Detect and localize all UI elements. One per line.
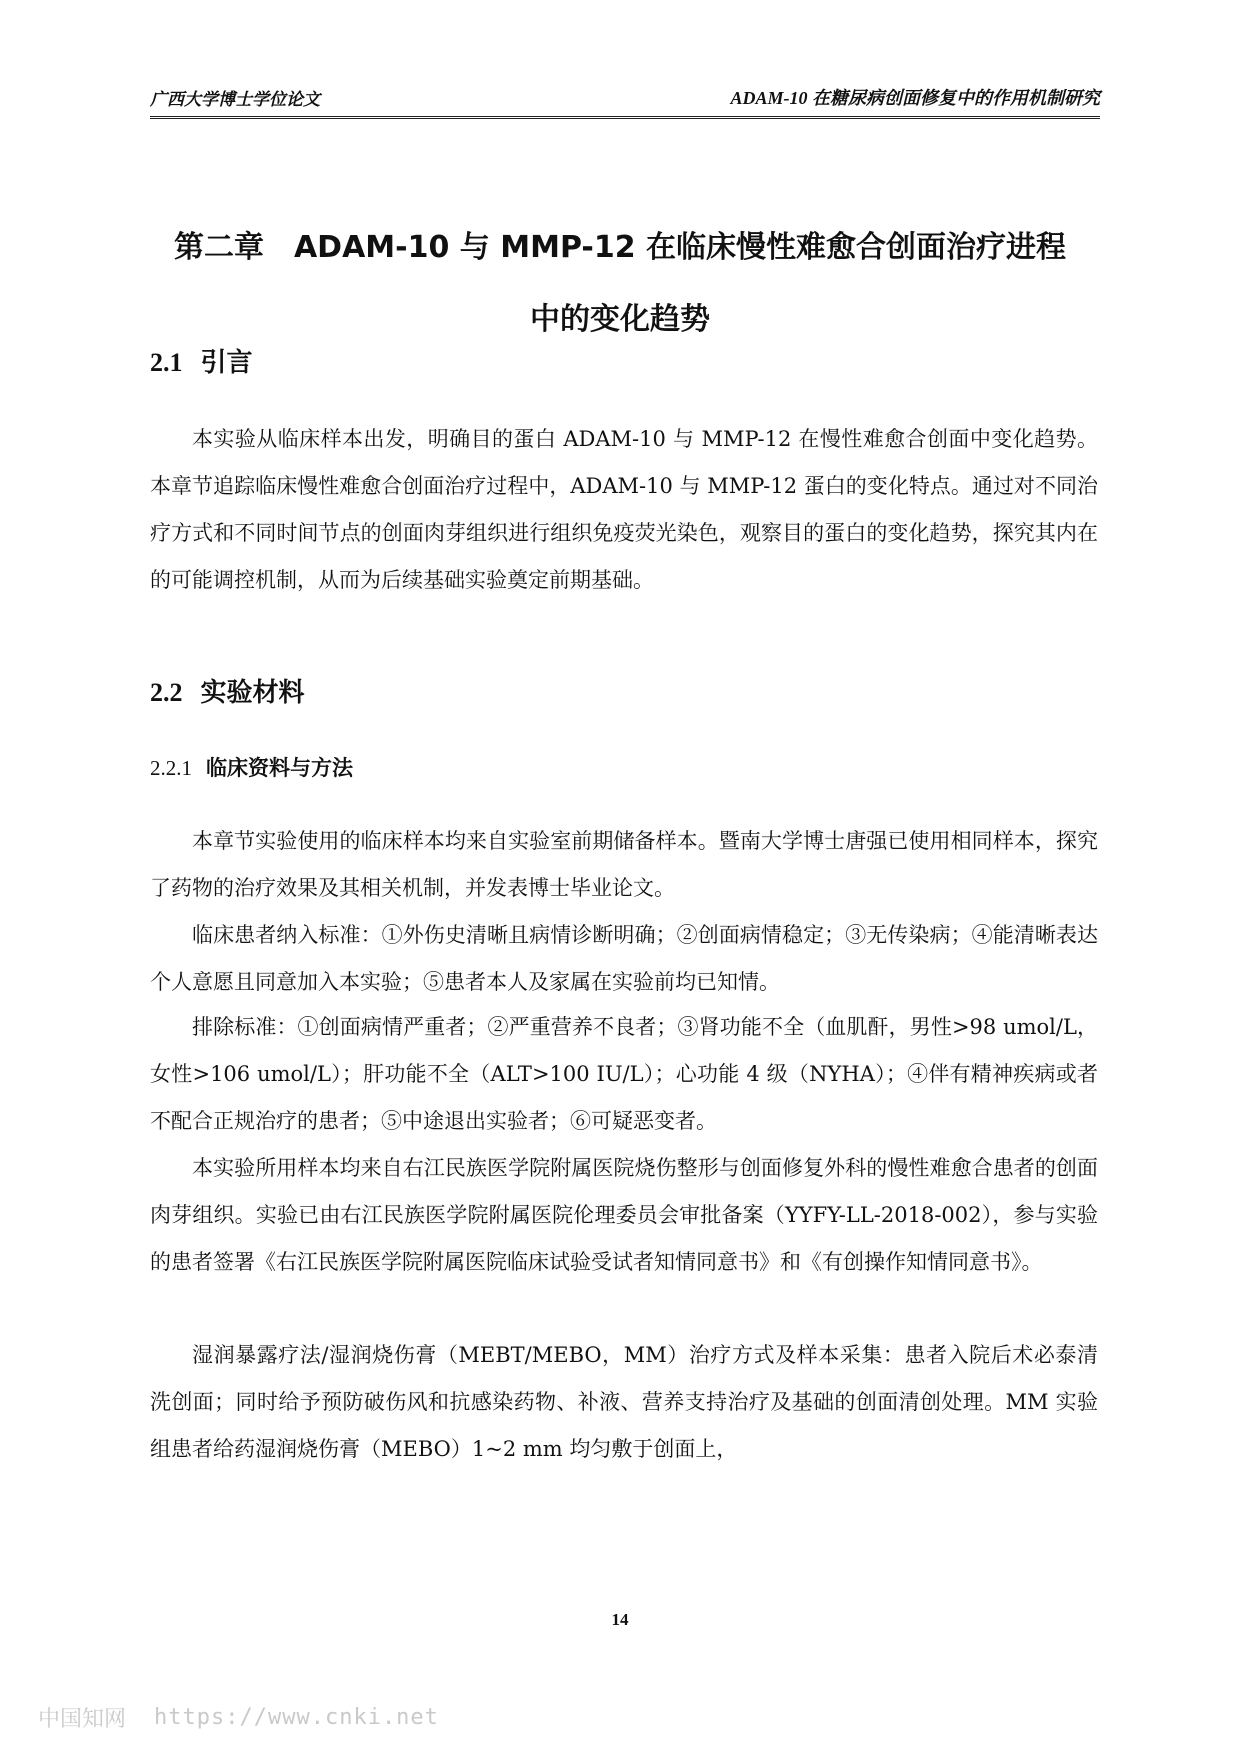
- section-heading-2-1: [150, 342, 253, 379]
- chapter-title-line2: 中的变化趋势: [530, 302, 710, 337]
- subsection-title: 临床资料与方法: [206, 756, 353, 780]
- chapter-title: [140, 212, 1100, 356]
- page-number: 14: [611, 1610, 629, 1629]
- section-heading-2-2: [150, 672, 305, 709]
- watermark-name: 中国知网: [38, 1707, 127, 1732]
- cnki-watermark: [38, 1702, 439, 1733]
- paragraph-introduction: 本实验从临床样本出发，明确目的蛋白 ADAM-10 与 MMP-12 在慢性难愈合创面中变化趋势。本章节追踪临床慢性难愈合创面治疗过程中，ADAM-10 与 MMP-12 蛋白的变化特点。通过对不同治疗方式和不同时间节点的创面肉芽组织进行组织免疫荧光染色，观察目的蛋白的变化趋势，探究其内在的可能调控机制，从而为后续基础实验奠定前期基础。: [150, 427, 1098, 592]
- header-thesis-label: 广西大学博士学位论文: [150, 90, 320, 110]
- running-header: [150, 80, 1100, 119]
- paragraph-ethics-approval: 本实验所用样本均来自右江民族医学院附属医院烧伤整形与创面修复外科的慢性难愈合患者的创面肉芽组织。实验已由右江民族医学院附属医院伦理委员会审批备案（YYFY-LL-2018-002），参与实验的患者签署《右江民族医学院附属医院临床试验受试者知情同意书》和《有创操作知情同意书》。: [150, 1156, 1098, 1274]
- section-title: 实验材料: [200, 678, 305, 708]
- paragraph-inclusion-criteria: 临床患者纳入标准：①外伤史清晰且病情诊断明确；②创面病情稳定；③无传染病；④能清晰表达个人意愿且同意加入本实验；⑤患者本人及家属在实验前均已知情。: [150, 923, 1098, 994]
- header-thesis-title: ADAM-10 在糖尿病创面修复中的作用机制研究: [730, 88, 1100, 108]
- section-number: 2.2: [150, 678, 183, 707]
- chapter-title-line1: 第二章 ADAM-10 与 MMP-12 在临床慢性难愈合创面治疗进程: [173, 230, 1067, 265]
- paragraph-treatment-method: 湿润暴露疗法/湿润烧伤膏（MEBT/MEBO，MM）治疗方式及样本采集：患者入院后术必泰清洗创面；同时给予预防破伤风和抗感染药物、补液、营养支持治疗及基础的创面清创处理。MM 实验组患者给药湿润烧伤膏（MEBO）1~2 mm 均匀敷于创面上，: [150, 1343, 1098, 1461]
- subsection-number: 2.2.1: [150, 756, 192, 780]
- paragraph-sample-source: 本章节实验使用的临床样本均来自实验室前期储备样本。暨南大学博士唐强已使用相同样本，探究了药物的治疗效果及其相关机制，并发表博士毕业论文。: [150, 829, 1098, 900]
- section-title: 引言: [200, 348, 253, 378]
- watermark-url: https://www.cnki.net: [154, 1705, 439, 1730]
- subsection-heading-2-2-1: [150, 752, 353, 782]
- section-number: 2.1: [150, 348, 183, 377]
- paragraph-exclusion-criteria: 排除标准：①创面病情严重者；②严重营养不良者；③肾功能不全（血肌酐，男性>98 umol/L，女性>106 umol/L）；肝功能不全（ALT>100 IU/L）；心功能 4 级（NYHA）；④伴有精神疾病或者不配合正规治疗的患者；⑤中途退出实验者；⑥可疑恶变者。: [150, 1015, 1098, 1133]
